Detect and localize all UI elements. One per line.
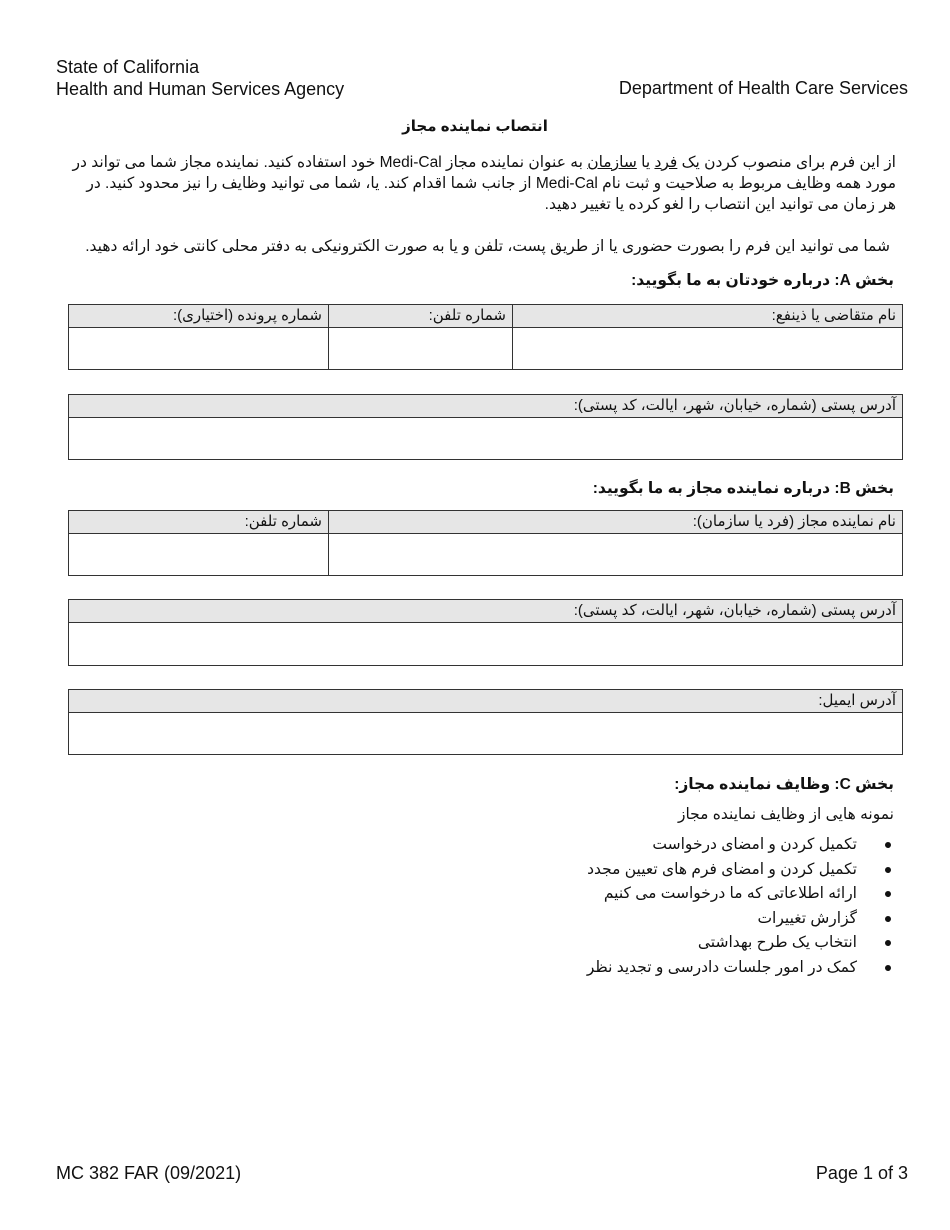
applicant-name-label: نام متقاضی یا ذینفع:: [771, 307, 896, 324]
agency-header: [56, 56, 344, 100]
intro-text-mid: یا: [636, 154, 655, 171]
bullet-icon: [885, 842, 891, 848]
intro-text-pre: از این فرم برای منصوب کردن یک: [677, 154, 896, 171]
section-a-table: [68, 304, 903, 370]
list-item: کمک در امور جلسات دادرسی و تجدید نظر: [587, 956, 894, 981]
list-item: تکمیل کردن و امضای درخواست: [587, 833, 894, 858]
rep-address-field[interactable]: [69, 623, 902, 665]
list-item: تکمیل کردن و امضای فرم های تعیین مجدد: [587, 858, 894, 883]
phone-label: شماره تلفن:: [329, 305, 513, 327]
duties-list: [587, 833, 894, 980]
individual-term: فرد: [654, 154, 678, 171]
phone-field[interactable]: [329, 328, 513, 370]
section-b-address-table: [68, 599, 903, 666]
intro-text-post: به عنوان نماینده مجاز Medi-Cal خود استفاده کنید. نماینده مجاز شما می تواند در مورد همه وظایف مربوط به صلاحیت و ثبت نام Medi-Cal از جانب شما اقدام کند. یا، شما می توانید وظایف را نیز محدود کنید. در هر زمان می توانید این انتصاب را لغو کرده یا تغییر دهید.: [72, 154, 896, 213]
rep-phone-label: شماره تلفن:: [69, 511, 329, 533]
section-b-email-table: [68, 689, 903, 755]
section-c-subheading: نمونه هایی از وظایف نماینده مجاز: [677, 806, 894, 823]
list-item: ارائه اطلاعاتی که ما درخواست می کنیم: [587, 882, 894, 907]
email-field[interactable]: [69, 713, 902, 755]
bullet-icon: [885, 965, 891, 971]
agency-line-1: State of California: [56, 57, 200, 77]
bullet-icon: [885, 916, 891, 922]
section-b-table: [68, 510, 903, 576]
department-header: Department of Health Care Services: [618, 78, 908, 98]
list-item: گزارش تغییرات: [587, 907, 894, 932]
page-number: Page 1 of 3: [815, 1163, 908, 1183]
list-item: انتخاب یک طرح بهداشتی: [587, 931, 894, 956]
agency-line-2: Health and Human Services Agency: [56, 79, 345, 99]
email-label: آدرس ایمیل:: [818, 692, 896, 709]
section-a-heading: بخش A: درباره خودتان به ما بگویید:: [631, 272, 894, 289]
case-number-label: شماره پرونده (اختیاری):: [69, 305, 329, 327]
case-number-field[interactable]: [69, 328, 329, 370]
form-code: MC 382 FAR (09/2021): [56, 1163, 242, 1183]
section-b-heading: بخش B: درباره نماینده مجاز به ما بگویید:: [592, 480, 894, 497]
form-title: انتصاب نماینده مجاز: [402, 118, 548, 135]
bullet-icon: [885, 940, 891, 946]
rep-address-label: آدرس پستی (شماره، خیابان، شهر، ایالت، کد پستی):: [573, 602, 896, 619]
rep-phone-field[interactable]: [69, 534, 329, 576]
address-field[interactable]: [69, 418, 902, 460]
intro-paragraph: [68, 152, 896, 215]
section-a-address-table: [68, 394, 903, 460]
applicant-name-field[interactable]: [513, 328, 902, 370]
rep-name-field[interactable]: [329, 534, 902, 576]
submission-paragraph: شما می توانید این فرم را بصورت حضوری یا از طریق پست، تلفن و یا به صورت الکترونیکی به دفتر محلی کانتی خود ارائه دهید.: [85, 238, 890, 255]
organization-term: سازمان: [587, 154, 637, 171]
rep-name-label: نام نماینده مجاز (فرد یا سازمان):: [692, 513, 896, 530]
bullet-icon: [885, 867, 891, 873]
address-label: آدرس پستی (شماره، خیابان، شهر، ایالت، کد پستی):: [573, 397, 896, 414]
bullet-icon: [885, 891, 891, 897]
section-c-heading: بخش C: وظایف نماینده مجاز:: [674, 776, 894, 793]
